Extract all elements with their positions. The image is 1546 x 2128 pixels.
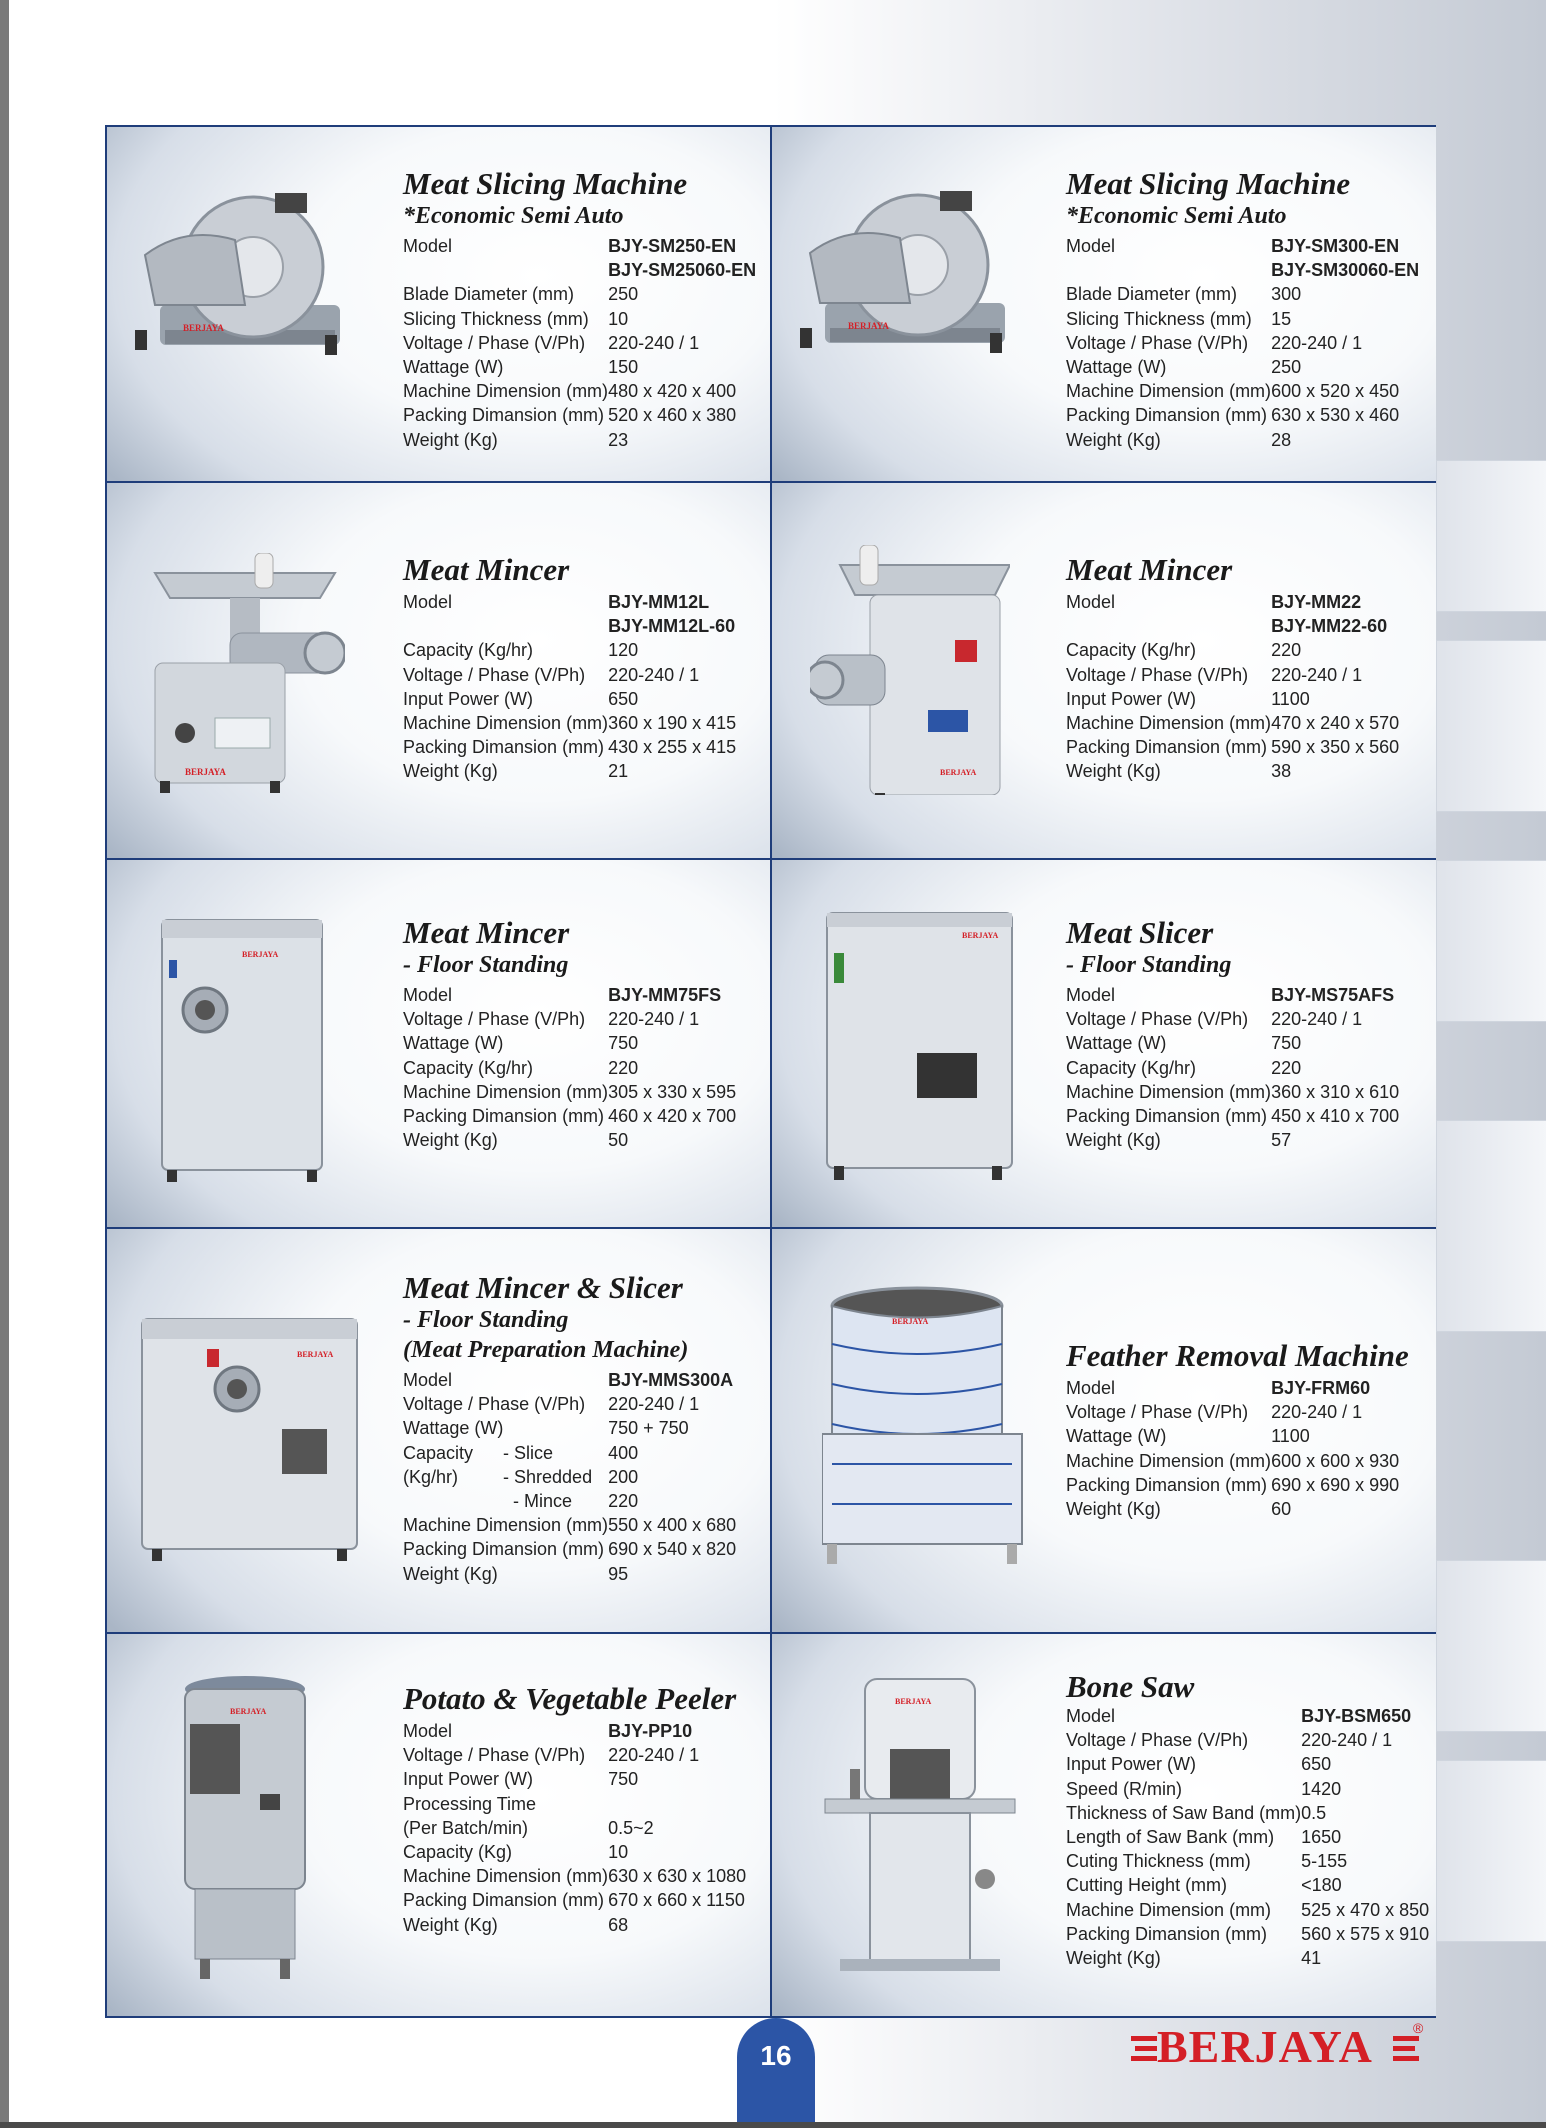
spec-row: Weight (Kg) 41 — [1066, 1948, 1322, 1969]
spec-row: Wattage (W) 750 — [403, 1033, 639, 1054]
spec-row: Packing Dimansion (mm) 690 x 540 x 820 — [403, 1539, 737, 1560]
product-card-mincer-22 — [772, 483, 1436, 860]
spec-row: Capacity (Kg/hr) 120 — [403, 640, 639, 661]
spec-row: Weight (Kg) 57 — [1066, 1130, 1292, 1151]
brand-name: BERJAYA — [1157, 2021, 1373, 2072]
spec-row: Blade Diameter (mm) 250 — [403, 284, 639, 305]
spec-row: BJY-MM22-60 — [1271, 616, 1388, 637]
spec-row: Capacity (Kg/hr) 220 — [1066, 1057, 1302, 1078]
spec-row: Capacity - Slice 400 — [403, 1442, 639, 1463]
spec-row: BJY-SM25060-EN — [608, 260, 757, 281]
page-edge-left — [0, 0, 9, 2128]
spec-row: Input Power (W) 650 — [1066, 1754, 1332, 1775]
spec-table — [1066, 590, 1399, 784]
spec-row: Weight (Kg) 95 — [403, 1563, 629, 1584]
spec-row: Weight (Kg) 38 — [1066, 761, 1292, 782]
svg-text:BERJAYA: BERJAYA — [895, 1697, 932, 1706]
product-title: Meat Mincer — [403, 552, 570, 587]
spec-row: Capacity (Kg/hr) 220 — [1066, 640, 1302, 661]
svg-text:BERJAYA: BERJAYA — [962, 931, 999, 940]
potato-peeler-image — [175, 1674, 315, 1984]
spec-row: Packing Dimansion (mm) 590 x 350 x 560 — [1066, 737, 1400, 758]
spec-row: Machine Dimension (mm) 550 x 400 x 680 — [403, 1515, 737, 1536]
brand-logo — [1131, 2022, 1431, 2072]
product-subtitle: - Floor Standing — [403, 1307, 569, 1333]
product-subtitle: *Economic Semi Auto — [403, 203, 624, 229]
spec-row: Model BJY-BSM650 — [1066, 1706, 1412, 1726]
spec-row: Speed (R/min) 1420 — [1066, 1778, 1342, 1799]
spec-table — [1066, 234, 1419, 452]
registered-mark: ® — [1413, 2020, 1424, 2036]
spec-row: Length of Saw Bank (mm) 1650 — [1066, 1827, 1342, 1848]
spec-row: Machine Dimension (mm) 360 x 190 x 415 — [403, 713, 737, 734]
product-card-peeler — [107, 1634, 772, 2016]
spec-row: Machine Dimension (mm) 470 x 240 x 570 — [1066, 713, 1400, 734]
meat-mincer-image — [810, 545, 1010, 795]
spec-table — [1066, 983, 1399, 1152]
spec-row: Capacity (Kg/hr) 220 — [403, 1057, 639, 1078]
product-card-slicer-250 — [107, 127, 772, 483]
spec-row: BJY-MM12L-60 — [608, 616, 736, 637]
side-block — [1436, 1760, 1546, 1942]
product-card-bone-saw — [772, 1634, 1436, 2016]
spec-row: (Kg/hr) - Shredded 200 — [403, 1466, 639, 1487]
spec-row: Machine Dimension (mm) 630 x 630 x 1080 — [403, 1866, 747, 1887]
spec-row: Model BJY-SM300-EN — [1066, 236, 1400, 256]
product-title: Potato & Vegetable Peeler — [403, 1681, 737, 1716]
product-title: Meat Mincer & Slicer — [403, 1270, 683, 1305]
spec-row: Thickness of Saw Band (mm) 0.5 — [1066, 1802, 1327, 1823]
spec-row: Weight (Kg) 60 — [1066, 1499, 1292, 1520]
meat-mincer-image — [145, 553, 345, 803]
spec-row: Weight (Kg) 28 — [1066, 429, 1292, 450]
product-subtitle: - Floor Standing — [403, 952, 569, 978]
spec-row: Model BJY-MMS300A — [403, 1370, 734, 1390]
spec-row: Model BJY-SM250-EN — [403, 236, 737, 256]
spec-row: Voltage / Phase (V/Ph) 220-240 / 1 — [403, 1009, 700, 1030]
product-title: Meat Mincer — [1066, 552, 1233, 587]
side-block — [1436, 640, 1546, 812]
spec-row: Voltage / Phase (V/Ph) 220-240 / 1 — [1066, 332, 1363, 353]
spec-row: Voltage / Phase (V/Ph) 220-240 / 1 — [403, 664, 700, 685]
spec-row: Model BJY-FRM60 — [1066, 1378, 1371, 1398]
spec-row: Model BJY-MS75AFS — [1066, 985, 1395, 1005]
svg-text:BERJAYA: BERJAYA — [297, 1350, 334, 1359]
spec-row: Blade Diameter (mm) 300 — [1066, 284, 1302, 305]
spec-row: Weight (Kg) 23 — [403, 429, 629, 450]
floor-mincer-image — [157, 915, 332, 1185]
svg-text:BERJAYA: BERJAYA — [940, 768, 977, 777]
spec-row: Machine Dimension (mm) 600 x 600 x 930 — [1066, 1450, 1400, 1471]
product-card-mincer-12l — [107, 483, 772, 860]
page-number: 16 — [760, 2040, 792, 2071]
spec-row: Wattage (W) 750 — [1066, 1033, 1302, 1054]
spec-row: Voltage / Phase (V/Ph) 220-240 / 1 — [1066, 1402, 1363, 1423]
spec-row: Wattage (W) 1100 — [1066, 1426, 1310, 1447]
svg-text:BERJAYA: BERJAYA — [242, 950, 279, 959]
product-title: Meat Slicing Machine — [403, 166, 688, 201]
product-subtitle: (Meat Preparation Machine) — [403, 1337, 689, 1363]
spec-row: Weight (Kg) 50 — [403, 1130, 629, 1151]
product-card-slicer-300 — [772, 127, 1436, 483]
side-block — [1436, 460, 1546, 612]
spec-table — [1066, 1376, 1399, 1521]
spec-row: Packing Dimansion (mm) 630 x 530 x 460 — [1066, 405, 1400, 426]
spec-table — [403, 983, 736, 1152]
spec-row: Model BJY-MM12L — [403, 592, 710, 612]
spec-row: Input Power (W) 650 — [403, 688, 639, 709]
spec-row: Voltage / Phase (V/Ph) 220-240 / 1 — [403, 332, 700, 353]
spec-row: Packing Dimansion (mm) 690 x 690 x 990 — [1066, 1474, 1400, 1495]
spec-row: Packing Dimansion (mm) 670 x 660 x 1150 — [403, 1890, 745, 1911]
bone-saw-image — [820, 1674, 1020, 1984]
spec-row: Wattage (W) 150 — [403, 357, 639, 378]
spec-table — [1066, 1704, 1429, 1970]
spec-row: - Mince 220 — [403, 1491, 639, 1512]
feather-removal-image — [822, 1284, 1027, 1574]
spec-row: Machine Dimension (mm) 480 x 420 x 400 — [403, 381, 737, 402]
brand-stripes-right-icon — [1393, 2034, 1423, 2064]
product-title: Meat Mincer — [403, 915, 570, 950]
spec-row: Machine Dimension (mm) 305 x 330 x 595 — [403, 1081, 737, 1102]
spec-row: Packing Dimansion (mm) 520 x 460 x 380 — [403, 405, 737, 426]
meat-slicer-image — [790, 183, 1040, 373]
spec-row: Voltage / Phase (V/Ph) 220-240 / 1 — [1066, 1009, 1363, 1030]
spec-row: Packing Dimansion (mm) 560 x 575 x 910 — [1066, 1923, 1430, 1944]
spec-row: Input Power (W) 750 — [403, 1769, 639, 1790]
spec-row: Packing Dimansion (mm) 450 x 410 x 700 — [1066, 1106, 1400, 1127]
floor-slicer-image — [822, 908, 1022, 1188]
product-card-mincer-floor — [107, 860, 772, 1229]
product-grid — [105, 125, 1436, 2018]
spec-row: Processing Time — [403, 1793, 537, 1814]
spec-row: Capacity (Kg) 10 — [403, 1842, 629, 1863]
spec-table — [403, 1368, 736, 1586]
spec-row: Input Power (W) 1100 — [1066, 688, 1310, 709]
meat-slicer-image — [125, 185, 375, 375]
svg-text:BERJAYA: BERJAYA — [848, 321, 889, 331]
side-block — [1436, 860, 1546, 1022]
spec-row: Voltage / Phase (V/Ph) 220-240 / 1 — [403, 1394, 700, 1415]
spec-table — [403, 590, 736, 784]
product-subtitle: *Economic Semi Auto — [1066, 203, 1287, 229]
product-title: Feather Removal Machine — [1066, 1338, 1409, 1373]
spec-row: Wattage (W) 250 — [1066, 357, 1302, 378]
page-edge-bottom — [0, 2122, 1546, 2128]
spec-row: Voltage / Phase (V/Ph) 220-240 / 1 — [1066, 1730, 1393, 1751]
product-card-feather-removal — [772, 1229, 1436, 1634]
svg-text:BERJAYA: BERJAYA — [183, 323, 224, 333]
product-title: Meat Slicer — [1066, 915, 1214, 950]
spec-row: Packing Dimansion (mm) 460 x 420 x 700 — [403, 1106, 737, 1127]
spec-row: Slicing Thickness (mm) 10 — [403, 308, 629, 329]
spec-row: BJY-SM30060-EN — [1271, 260, 1420, 281]
mincer-slicer-image — [137, 1309, 367, 1569]
spec-row: Cutting Height (mm) <180 — [1066, 1875, 1342, 1896]
product-title: Meat Slicing Machine — [1066, 166, 1351, 201]
spec-row: Cuting Thickness (mm) 5-155 — [1066, 1851, 1348, 1872]
spec-row: Weight (Kg) 68 — [403, 1914, 629, 1935]
spec-row: Slicing Thickness (mm) 15 — [1066, 308, 1292, 329]
decorative-side-blocks — [1436, 0, 1546, 2128]
spec-table — [403, 234, 756, 452]
product-card-mincer-slicer — [107, 1229, 772, 1634]
spec-row: Machine Dimension (mm) 600 x 520 x 450 — [1066, 381, 1400, 402]
spec-table — [403, 1719, 746, 1937]
spec-row: Model BJY-MM22 — [1066, 592, 1362, 612]
spec-row: Wattage (W) 750 + 750 — [403, 1418, 689, 1439]
spec-row: Model BJY-PP10 — [403, 1721, 693, 1741]
product-card-slicer-floor — [772, 860, 1436, 1229]
product-subtitle: - Floor Standing — [1066, 952, 1232, 978]
spec-row: Machine Dimension (mm) 360 x 310 x 610 — [1066, 1081, 1400, 1102]
spec-row: Weight (Kg) 21 — [403, 761, 629, 782]
product-title: Bone Saw — [1066, 1669, 1195, 1704]
side-block — [1436, 1560, 1546, 1732]
spec-row: Model BJY-MM75FS — [403, 985, 722, 1005]
side-block — [1436, 1120, 1546, 1332]
spec-row: Packing Dimansion (mm) 430 x 255 x 415 — [403, 737, 737, 758]
svg-text:BERJAYA: BERJAYA — [230, 1707, 267, 1716]
spec-row: (Per Batch/min) 0.5~2 — [403, 1817, 654, 1838]
spec-row: Voltage / Phase (V/Ph) 220-240 / 1 — [403, 1745, 700, 1766]
svg-text:BERJAYA: BERJAYA — [892, 1317, 929, 1326]
svg-text:BERJAYA: BERJAYA — [185, 767, 226, 777]
spec-row: Machine Dimension (mm) 525 x 470 x 850 — [1066, 1899, 1430, 1920]
spec-row: Voltage / Phase (V/Ph) 220-240 / 1 — [1066, 664, 1363, 685]
